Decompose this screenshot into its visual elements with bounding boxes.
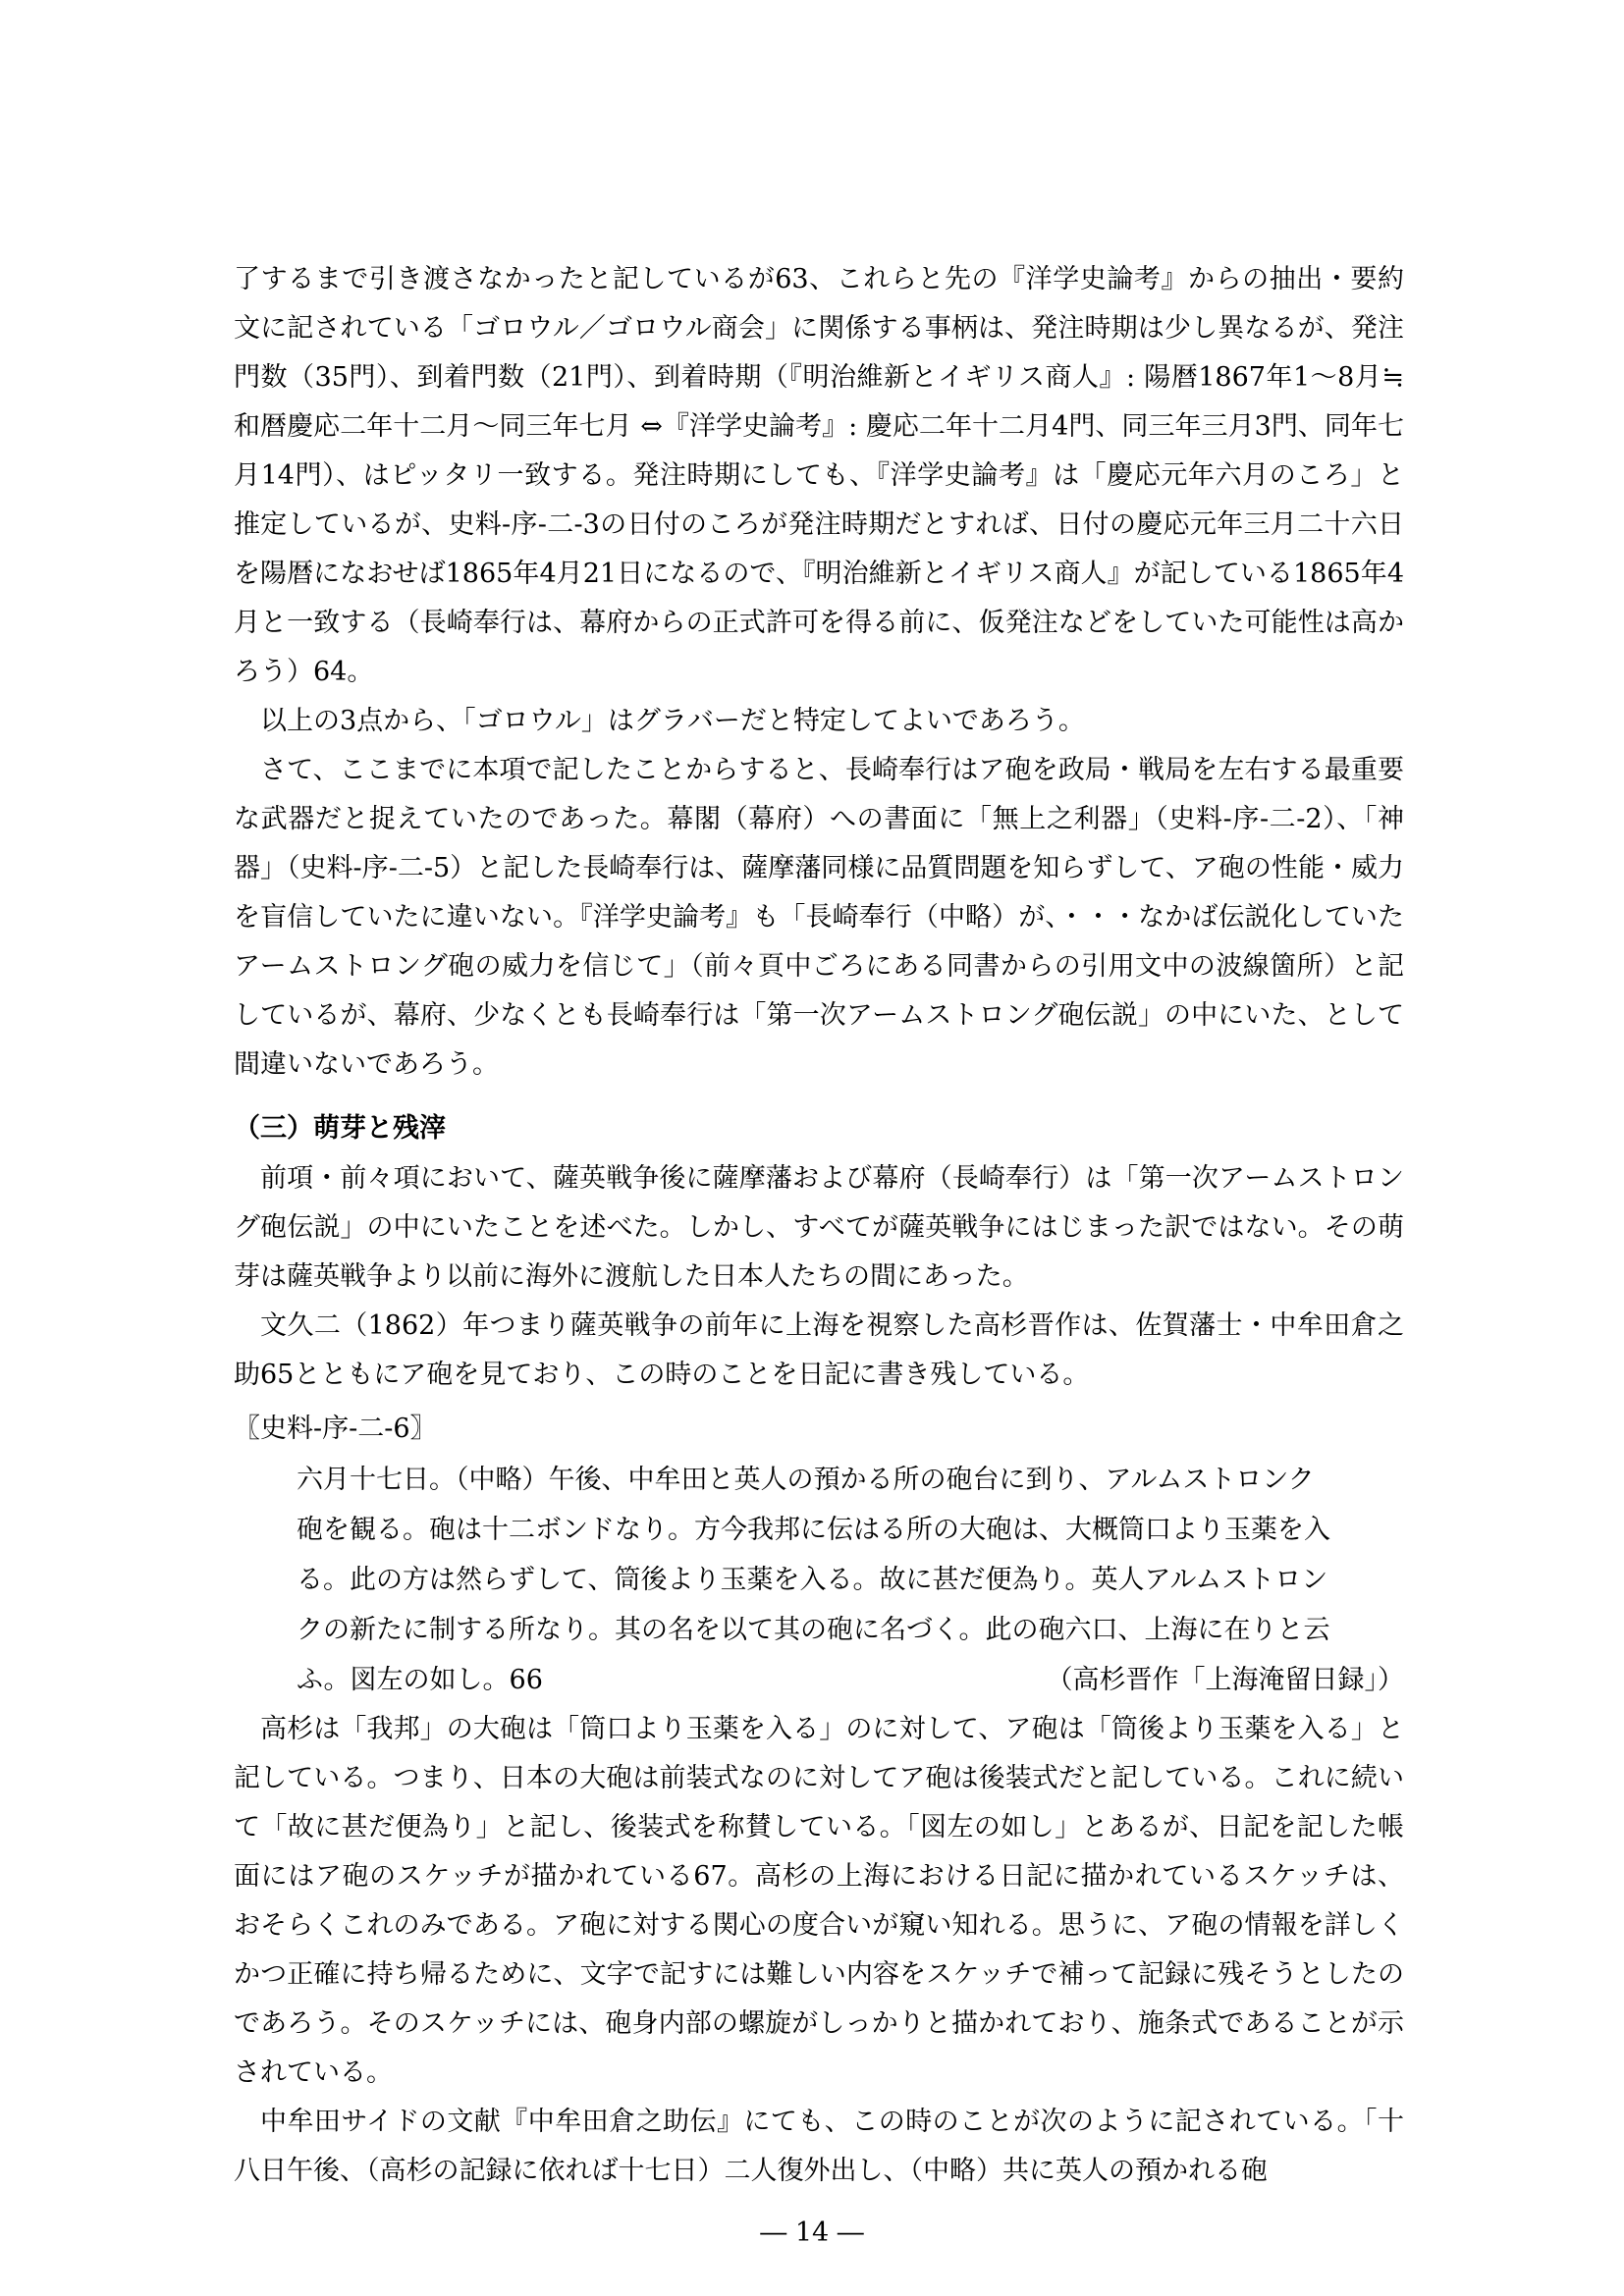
quote-line: る。此の方は然らずして、筒後より玉薬を入る。故に甚だ便為り。英人アルムストロン (297, 1565, 1328, 1595)
page-number: ― 14 ― (760, 2217, 864, 2248)
paragraph-3: さて、ここまでに本項で記したことからすると、長崎奉行はア砲を政局・戦局を左右する最重要な武器だと捉えていたのであった。幕閣（幕府）への書面に「無上之利器」（史料-序-二-2）、「神器」（史料-序-二-5）と記した長崎奉行は、薩摩藩同様に品質問題を知らずして、ア砲の性能・威力を盲信していたに違いない。『洋学史論考』も「長崎奉行（中略）が、・・・なかば伝説化していたアームストロング砲の威力を信じて」（前々頁中ごろにある同書からの引用文中の波線箇所）と記しているが、幕府、少なくとも長崎奉行は「第一次アームストロング砲伝説」の中にいた、として間違いないであろう。 (234, 755, 1404, 1080)
document-body (234, 255, 1404, 2196)
quote-line: ふ。図左の如し。66 (297, 1665, 543, 1695)
quote-line: 砲を観る。砲は十二ボンドなり。方今我邦に伝はる所の大砲は、大概筒口より玉薬を入 (297, 1515, 1330, 1545)
quote-line: 六月十七日。（中略）午後、中牟田と英人の預かる所の砲台に到り、アルムストロンク (297, 1465, 1315, 1495)
paragraph-4: 前項・前々項において、薩英戦争後に薩摩藩および幕府（長崎奉行）は「第一次アームストロング砲伝説」の中にいたことを述べた。しかし、すべてが薩英戦争にはじまった訳ではない。その萌芽は薩英戦争より以前に海外に渡航した日本人たちの間にあった。 (234, 1163, 1404, 1292)
paragraph-5: 文久二（1862）年つまり薩英戦争の前年に上海を視察した高杉晋作は、佐賀藩士・中牟田倉之助65とともにア砲を見ており、この時のことを日記に書き残している。 (234, 1310, 1404, 1390)
paragraph-6: 高杉は「我邦」の大砲は「筒口より玉薬を入る」のに対して、ア砲は「筒後より玉薬を入る」と記している。つまり、日本の大砲は前装式なのに対してア砲は後装式だと記している。これに続いて「故に甚だ便為り」と記し、後装式を称賛している。「図左の如し」とあるが、日記を記した帳面にはア砲のスケッチが描かれている67。高杉の上海における日記に描かれているスケッチは、おそらくこれのみである。ア砲に対する関心の度合いが窺い知れる。思うに、ア砲の情報を詳しくかつ正確に持ち帰るために、文字で記すには難しい内容をスケッチで補って記録に残そうとしたのであろう。そのスケッチには、砲身内部の螺旋がしっかりと描かれており、施条式であることが示されている。 (234, 1714, 1404, 2088)
quote-last-line (297, 1655, 1404, 1705)
paragraph-7: 中牟田サイドの文献『中牟田倉之助伝』にても、この時のことが次のように記されている。「十八日午後、（高杉の記録に依れば十七日）二人復外出し、（中略）共に英人の預かれる砲 (234, 2107, 1404, 2186)
section-heading: （三）萌芽と残滓 (234, 1113, 446, 1144)
paragraph-2: 以上の3点から、「ゴロウル」はグラバーだと特定してよいであろう。 (260, 706, 1085, 736)
quote-line: クの新たに制する所なり。其の名を以て其の砲に名づく。此の砲六口、上海に在りと云 (297, 1615, 1330, 1645)
source-label: 〖史料-序-二-6〗 (234, 1414, 437, 1444)
quoted-source-block (297, 1455, 1404, 1705)
quote-attribution: （高杉晋作「上海淹留日録」） (1046, 1665, 1404, 1695)
paragraph-1: 了するまで引き渡さなかったと記しているが63、これらと先の『洋学史論考』からの抽出・要約文に記されている「ゴロウル／ゴロウル商会」に関係する事柄は、発注時期は少し異なるが、発注門数（35門）、到着門数（21門）、到着時期（『明治維新とイギリス商人』: 陽暦1867年1～8月≒和暦慶応二年十二月～同三年七月 ⇔『洋学史論考』: 慶応二年十二月4門、同三年三月3門、同年七月14門）、はピッタリ一致する。発注時期にしても、『洋学史論考』は「慶応元年六月のころ」と推定しているが、史料-序-二-3の日付のころが発注時期だとすれば、日付の慶応元年三月二十六日を陽暦になおせば1865年4月21日になるので、『明治維新とイギリス商人』が記している1865年4月と一致する（長崎奉行は、幕府からの正式許可を得る前に、仮発注などをしていた可能性は高かろう）64。 (234, 264, 1404, 687)
